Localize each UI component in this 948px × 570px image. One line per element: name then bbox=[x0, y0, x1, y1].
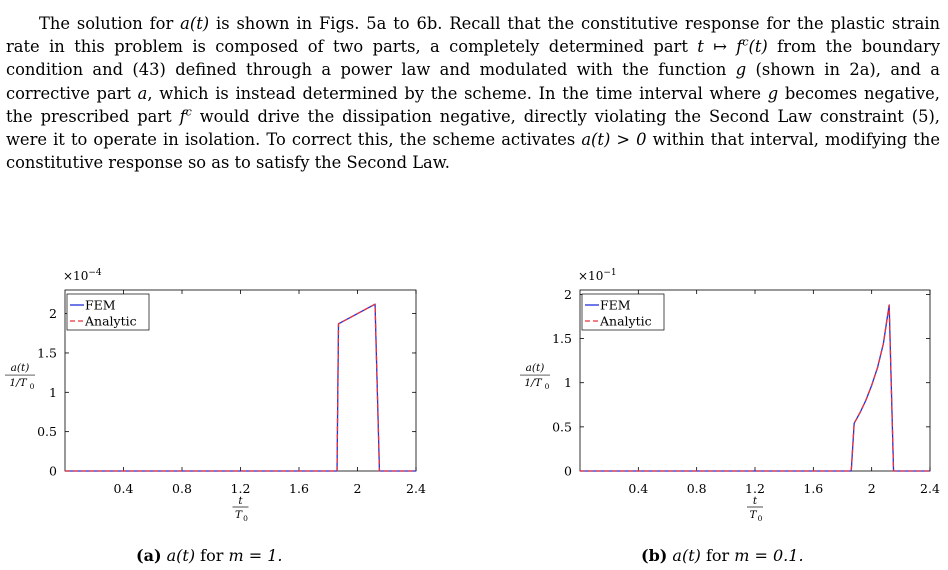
y-tick-label: 0.5 bbox=[552, 419, 572, 435]
x-axis-label-numerator: t bbox=[752, 495, 758, 507]
paragraph-text: The solution for bbox=[39, 14, 181, 33]
x-tick-label: 0.8 bbox=[172, 481, 192, 496]
y-axis-label-denominator: 1/T bbox=[9, 377, 27, 390]
paragraph-text: from the boundary condition and (43) defined through a power law and modulated with the function bbox=[6, 37, 941, 80]
x-tick-label: 0.8 bbox=[686, 481, 707, 496]
x-axis-label-subscript: 0 bbox=[757, 514, 763, 523]
y-tick-label: 2 bbox=[564, 286, 572, 302]
caption-a bbox=[136, 546, 282, 565]
math-a: a bbox=[137, 83, 148, 103]
math-inequality: a(t) > 0 bbox=[581, 130, 647, 150]
x-tick-label: 0.4 bbox=[628, 481, 649, 496]
paragraph-text: becomes negative, the prescribed part bbox=[6, 83, 940, 126]
x-tick-label: 1.2 bbox=[230, 481, 251, 496]
math-map: t ↦ f bbox=[697, 37, 743, 57]
caption-param: m = 0.1. bbox=[734, 546, 804, 565]
y-axis-label-subscript: 0 bbox=[544, 382, 550, 392]
math-superscript: c bbox=[185, 105, 192, 119]
math-a-of-t: a(t) bbox=[180, 14, 210, 33]
x-tick-label: 2.4 bbox=[920, 481, 940, 496]
exponent-power: −4 bbox=[88, 268, 102, 278]
math-g: g bbox=[767, 83, 779, 103]
axis-exponent bbox=[63, 268, 102, 283]
x-tick-label: 1.6 bbox=[803, 481, 824, 496]
chart-b bbox=[520, 268, 940, 523]
x-axis-label-denominator: T bbox=[234, 509, 243, 521]
caption-label: (b) bbox=[641, 546, 668, 565]
math-g: g bbox=[735, 60, 747, 80]
caption-text: for bbox=[700, 546, 735, 565]
math-superscript: c bbox=[742, 35, 749, 49]
y-tick-label: 0 bbox=[564, 463, 572, 479]
caption-b bbox=[641, 546, 804, 565]
paragraph-text: would drive the dissipation negative, directly violating the Second Law constraint (5), were it to operate in isolation. To correct this, the scheme activates bbox=[6, 106, 940, 150]
caption-text: for bbox=[195, 546, 229, 565]
legend-label: Analytic bbox=[85, 313, 137, 329]
y-tick-label: 1 bbox=[564, 375, 572, 391]
legend-label: FEM bbox=[600, 297, 631, 313]
exponent-base: ×10 bbox=[63, 269, 89, 283]
y-tick-label: 1.5 bbox=[37, 345, 57, 361]
x-tick-label: 2 bbox=[353, 481, 362, 496]
paragraph-text: is shown in Figs. 5a to 6b. Recall that the constitutive response for the plastic strain rate in this problem is composed of two parts, a completely determined part bbox=[6, 14, 940, 57]
legend-label: FEM bbox=[85, 297, 116, 313]
caption-param: m = 1. bbox=[228, 546, 283, 565]
caption-math: a(t) bbox=[166, 546, 196, 565]
x-tick-label: 0.4 bbox=[113, 481, 134, 496]
caption-label: (a) bbox=[136, 546, 162, 565]
paragraph-text: (shown in 2a), and a corrective part bbox=[6, 60, 940, 103]
x-axis-label-subscript: 0 bbox=[243, 514, 248, 523]
paragraph-text: within that interval, modifying the constitutive response so as to satisfy the Second Law. bbox=[6, 130, 940, 173]
y-axis-label-denominator: 1/T bbox=[524, 377, 542, 390]
math-map-arg: (t) bbox=[748, 37, 768, 57]
y-tick-label: 0 bbox=[49, 463, 57, 479]
x-tick-label: 2 bbox=[867, 481, 876, 496]
y-tick-label: 1.5 bbox=[552, 331, 572, 347]
x-tick-label: 1.6 bbox=[289, 481, 309, 496]
legend-label: Analytic bbox=[600, 313, 652, 329]
y-axis-label-numerator: a(t) bbox=[10, 362, 30, 375]
exponent-power: −1 bbox=[603, 268, 617, 278]
x-axis-label-denominator: T bbox=[749, 509, 757, 521]
exponent-base: ×10 bbox=[578, 269, 604, 283]
chart-a bbox=[5, 268, 426, 523]
y-tick-label: 1 bbox=[49, 384, 57, 400]
y-axis-label-numerator: a(t) bbox=[525, 362, 545, 375]
x-tick-label: 2.4 bbox=[406, 481, 426, 496]
math-f: f bbox=[179, 106, 186, 126]
y-tick-label: 2 bbox=[49, 306, 57, 322]
y-axis-label-subscript: 0 bbox=[29, 382, 35, 392]
x-axis-label-numerator: t bbox=[238, 495, 243, 507]
axis-exponent bbox=[578, 268, 617, 283]
caption-math: a(t) bbox=[672, 546, 701, 565]
y-tick-label: 0.5 bbox=[37, 424, 57, 440]
paragraph-text: , which is instead determined by the scheme. In the time interval where bbox=[147, 83, 768, 103]
x-tick-label: 1.2 bbox=[745, 481, 765, 496]
